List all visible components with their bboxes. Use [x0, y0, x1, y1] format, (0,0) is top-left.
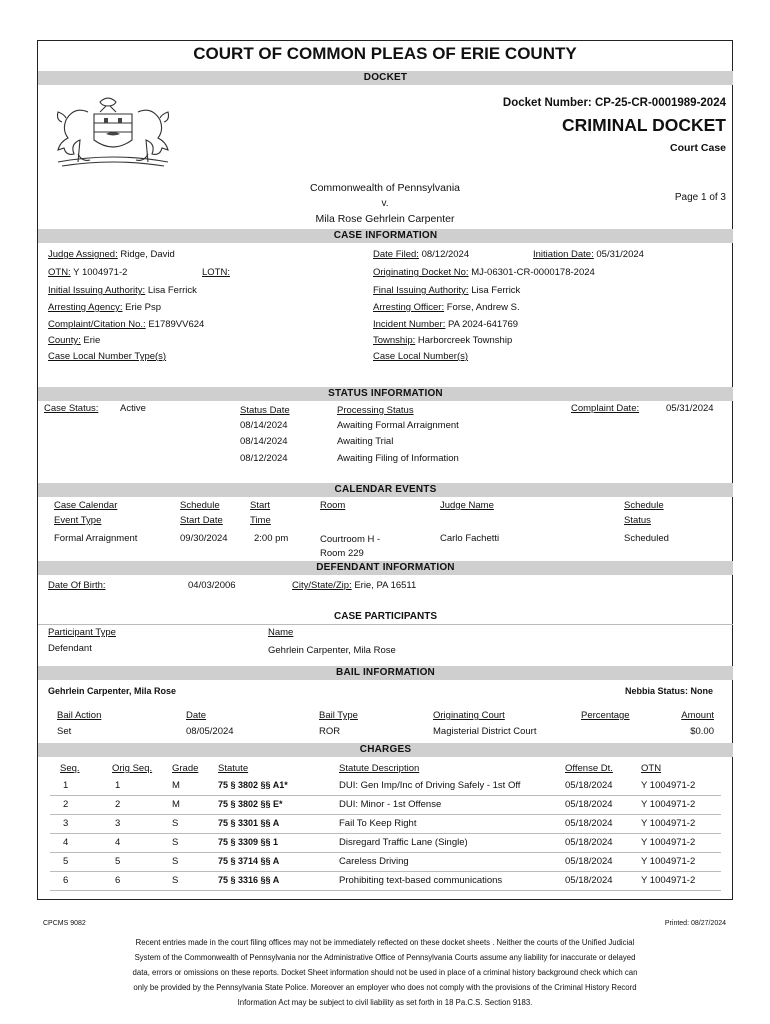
cal-room-2: Room 229 — [320, 548, 364, 559]
disclaimer-line-4: only be provided by the Pennsylvania State Police. Moreover an employer who does not comply with the provisions of the Criminal History Record — [133, 983, 637, 992]
complaint-date-value: 05/31/2024 — [666, 403, 714, 414]
initiation-date-row: Initiation Date: 05/31/2024 — [533, 249, 644, 260]
status-date-1: 08/14/2024 — [240, 420, 288, 431]
cal-header-start-1: Schedule — [180, 500, 220, 511]
charge-otn: Y 1004971-2 — [641, 875, 696, 886]
cal-header-room: Room — [320, 500, 346, 511]
originating-docket-row: Originating Docket No: MJ-06301-CR-0000178-2024 — [373, 267, 595, 278]
date-filed-row: Date Filed: 08/12/2024 — [373, 249, 470, 260]
otn-row: OTN: Y 1004971-2 — [48, 267, 128, 278]
charges-header-orig-seq: Orig Seq. — [112, 763, 153, 774]
charge-dt: 05/18/2024 — [565, 818, 613, 829]
charge-dt: 05/18/2024 — [565, 799, 613, 810]
cal-header-start-2: Start Date — [180, 515, 223, 526]
status-date-2: 08/14/2024 — [240, 436, 288, 447]
case-information-bar: CASE INFORMATION — [38, 229, 733, 243]
charge-desc: Careless Driving — [339, 856, 409, 867]
charge-seq: 2 — [63, 799, 69, 810]
charge-orig: 6 — [115, 875, 121, 886]
cal-header-event-2: Event Type — [54, 515, 102, 526]
cal-header-event-1: Case Calendar — [54, 500, 118, 511]
printed-date: Printed: 08/27/2024 — [664, 920, 726, 927]
initial-authority-row: Initial Issuing Authority: Lisa Ferrick — [48, 285, 197, 296]
arresting-officer-row: Arresting Officer: Forse, Andrew S. — [373, 302, 520, 313]
bail-court: Magisterial District Court — [433, 726, 537, 737]
charge-dt: 05/18/2024 — [565, 856, 613, 867]
charge-statute: 75 § 3301 §§ A — [218, 818, 280, 828]
bail-action: Set — [57, 726, 72, 737]
disclaimer-line-5: Information Act may be subject to civil liability as set forth in 18 Pa.C.S. Section 9183. — [237, 998, 533, 1007]
charge-orig: 4 — [115, 837, 121, 848]
bail-type: ROR — [319, 726, 341, 737]
status-text-3: Awaiting Filing of Information — [337, 453, 459, 464]
cal-event-type: Formal Arraignment — [54, 533, 138, 544]
case-status-value: Active — [120, 403, 146, 414]
dob-value: 04/03/2006 — [188, 580, 236, 591]
charge-row-divider — [50, 795, 721, 796]
participants-rule — [38, 624, 733, 625]
cal-schedule-status: Scheduled — [624, 533, 669, 544]
disclaimer-line-1: Recent entries made in the court filing offices may not be immediately reflected on these docket sheets . Neither the courts of the Unified Judicial — [135, 938, 635, 947]
charge-grade: M — [172, 780, 180, 791]
charge-otn: Y 1004971-2 — [641, 856, 696, 867]
disclaimer-line-3: data, errors or omissions on these reports. Docket Sheet information should not be used in place of a criminal history background check which can — [132, 968, 638, 977]
participant-type: Defendant — [48, 643, 92, 654]
bail-amount: $0.00 — [690, 726, 714, 737]
charge-orig: 5 — [115, 856, 121, 867]
participant-name-header: Name — [268, 627, 294, 638]
charge-seq: 5 — [63, 856, 69, 867]
caption-versus: v. — [381, 198, 389, 209]
charge-row-divider — [50, 890, 721, 891]
charges-header-seq: Seq. — [60, 763, 80, 774]
county-row: County: Erie — [48, 335, 101, 346]
charge-statute: 75 § 3316 §§ A — [218, 875, 280, 885]
status-text-2: Awaiting Trial — [337, 436, 394, 447]
charge-seq: 3 — [63, 818, 69, 829]
lotn-label: LOTN: — [202, 267, 230, 278]
charge-row-divider — [50, 852, 721, 853]
charge-statute: 75 § 3802 §§ E* — [218, 799, 283, 809]
cal-header-time-1: Start — [250, 500, 271, 511]
charges-header-grade: Grade — [172, 763, 199, 774]
charge-grade: S — [172, 856, 179, 867]
arresting-agency-row: Arresting Agency: Erie Psp — [48, 302, 162, 313]
charge-otn: Y 1004971-2 — [641, 780, 696, 791]
township-row: Township: Harborcreek Township — [373, 335, 513, 346]
charge-grade: S — [172, 818, 179, 829]
bail-person: Gehrlein Carpenter, Mila Rose — [48, 686, 177, 696]
bail-amount-header: Amount — [681, 710, 714, 721]
caption-defendant: Mila Rose Gehrlein Carpenter — [315, 213, 455, 225]
charge-orig: 3 — [115, 818, 121, 829]
charges-header-offense-date: Offense Dt. — [565, 763, 613, 774]
charge-grade: M — [172, 799, 180, 810]
charge-seq: 6 — [63, 875, 69, 886]
cal-start-time: 2:00 pm — [254, 533, 289, 544]
incident-number-row: Incident Number: PA 2024-641769 — [373, 319, 519, 330]
case-local-number-type-label: Case Local Number Type(s) — [48, 351, 167, 362]
bail-date: 08/05/2024 — [186, 726, 234, 737]
court-title: COURT OF COMMON PLEAS OF ERIE COUNTY — [193, 44, 577, 63]
charge-statute: 75 § 3802 §§ A1* — [218, 780, 288, 790]
charge-row-divider — [50, 814, 721, 815]
charge-statute: 75 § 3309 §§ 1 — [218, 837, 279, 847]
bail-information-bar: BAIL INFORMATION — [38, 666, 733, 680]
court-case-label: Court Case — [669, 142, 726, 154]
charges-header-description: Statute Description — [339, 763, 420, 774]
docket-bar: DOCKET — [38, 71, 733, 85]
complaint-no-row: Complaint/Citation No.: E1789VV624 — [48, 319, 205, 330]
disclaimer-line-2: System of the Commonwealth of Pennsylvania nor the Administrative Office of Pennsylvania Courts assume any liability for inaccurate or delayed — [134, 953, 636, 962]
charge-desc: Disregard Traffic Lane (Single) — [339, 837, 468, 848]
charge-otn: Y 1004971-2 — [641, 799, 696, 810]
final-authority-row: Final Issuing Authority: Lisa Ferrick — [373, 285, 521, 296]
charge-desc: DUI: Minor - 1st Offense — [339, 799, 442, 810]
charge-seq: 1 — [63, 780, 69, 791]
charge-seq: 4 — [63, 837, 69, 848]
participant-type-header: Participant Type — [48, 627, 116, 638]
status-information-bar: STATUS INFORMATION — [38, 387, 733, 401]
judge-row: Judge Assigned: Ridge, David — [48, 249, 175, 260]
calendar-events-bar: CALENDAR EVENTS — [38, 483, 733, 497]
charge-desc: Fail To Keep Right — [339, 818, 417, 829]
bail-action-header: Bail Action — [57, 710, 102, 721]
cal-header-status-2: Status — [624, 515, 651, 526]
charge-otn: Y 1004971-2 — [641, 818, 696, 829]
charge-grade: S — [172, 875, 179, 886]
bail-percentage-header: Percentage — [581, 710, 630, 721]
case-local-number-label: Case Local Number(s) — [373, 351, 469, 362]
cal-header-judge: Judge Name — [440, 500, 494, 511]
cal-judge-name: Carlo Fachetti — [440, 533, 500, 544]
participant-name: Gehrlein Carpenter, Mila Rose — [268, 645, 396, 656]
charge-dt: 05/18/2024 — [565, 875, 613, 886]
bail-date-header: Date — [186, 710, 207, 721]
processing-status-header: Processing Status — [337, 405, 414, 416]
complaint-date-label: Complaint Date: — [571, 403, 640, 414]
charges-header-otn: OTN — [641, 763, 662, 774]
caption-plaintiff: Commonwealth of Pennsylvania — [310, 182, 460, 194]
status-date-3: 08/12/2024 — [240, 453, 288, 464]
defendant-information-bar: DEFENDANT INFORMATION — [38, 561, 733, 575]
docket-number: Docket Number: CP-25-CR-0001989-2024 — [502, 97, 726, 109]
dob-label: Date Of Birth: — [48, 580, 106, 591]
docket-type: CRIMINAL DOCKET — [562, 115, 726, 135]
bail-type-header: Bail Type — [319, 710, 358, 721]
cal-header-time-2: Time — [250, 515, 271, 526]
charge-otn: Y 1004971-2 — [641, 837, 696, 848]
cal-start-date: 09/30/2024 — [180, 533, 228, 544]
bail-court-header: Originating Court — [433, 710, 505, 721]
nebbia-status: Nebbia Status: None — [624, 686, 713, 696]
charge-row-divider — [50, 833, 721, 834]
form-number: CPCMS 9082 — [43, 920, 86, 927]
charge-desc: Prohibiting text-based communications — [339, 875, 503, 886]
pa-coat-of-arms-icon — [48, 92, 178, 177]
charges-header-statute: Statute — [218, 763, 249, 774]
charge-desc: DUI: Gen Imp/Inc of Driving Safely - 1st Off — [339, 780, 521, 791]
status-text-1: Awaiting Formal Arraignment — [337, 420, 459, 431]
charge-row-divider — [50, 871, 721, 872]
city-state-zip-row: City/State/Zip: Erie, PA 16511 — [292, 580, 417, 591]
charge-grade: S — [172, 837, 179, 848]
status-date-header: Status Date — [240, 405, 290, 416]
charge-dt: 05/18/2024 — [565, 780, 613, 791]
charge-dt: 05/18/2024 — [565, 837, 613, 848]
charge-orig: 2 — [115, 799, 121, 810]
cal-header-status-1: Schedule — [624, 500, 664, 511]
charge-statute: 75 § 3714 §§ A — [218, 856, 280, 866]
cal-room-1: Courtroom H - — [320, 534, 381, 545]
case-status-label: Case Status: — [44, 403, 99, 414]
charges-bar: CHARGES — [38, 743, 733, 757]
charge-orig: 1 — [115, 780, 121, 791]
case-participants-title: CASE PARTICIPANTS — [334, 611, 437, 622]
page-indicator: Page 1 of 3 — [674, 192, 726, 203]
